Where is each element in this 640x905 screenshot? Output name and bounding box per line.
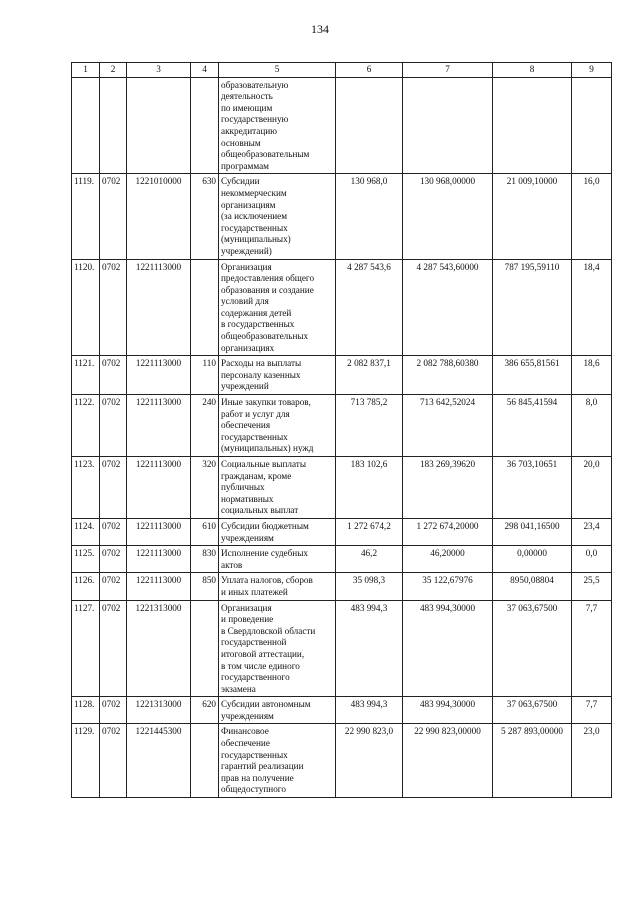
item-name-cell: Организация предоставления общего образования и создание условий для содержания детей в государственных общеобразовательных организациях — [219, 259, 336, 356]
target-article-cell: 1221113000 — [127, 259, 191, 356]
section-code-cell: 0702 — [100, 356, 127, 395]
adjusted-plan-cell: 483 994,30000 — [403, 697, 493, 724]
section-code-cell: 0702 — [100, 174, 127, 259]
item-name-cell: Субсидии некоммерческим организациям (за исключением государственных (муниципальных) учреждений) — [219, 174, 336, 259]
section-code-cell: 0702 — [100, 259, 127, 356]
adjusted-plan-cell: 4 287 543,60000 — [403, 259, 493, 356]
adjusted-plan-cell: 1 272 674,20000 — [403, 518, 493, 545]
table-row — [72, 457, 612, 519]
budget-table — [71, 62, 612, 798]
row-number-cell: 1125. — [72, 546, 100, 573]
column-header: 4 — [191, 63, 219, 78]
row-number-cell: 1123. — [72, 457, 100, 519]
column-header: 1 — [72, 63, 100, 78]
row-number-cell: 1129. — [72, 724, 100, 798]
plan-amount-cell: 483 994,3 — [336, 600, 403, 697]
target-article-cell: 1221113000 — [127, 356, 191, 395]
plan-amount-cell: 4 287 543,6 — [336, 259, 403, 356]
execution-percent-cell: 23,4 — [572, 518, 612, 545]
execution-percent-cell: 7,7 — [572, 697, 612, 724]
execution-percent-cell: 23,0 — [572, 724, 612, 798]
item-name-cell: образовательную деятельность по имеющим государственную аккредитацию основным общеобразовательным программам — [219, 77, 336, 174]
execution-percent-cell: 25,5 — [572, 573, 612, 600]
column-header: 8 — [493, 63, 572, 78]
adjusted-plan-cell: 22 990 823,00000 — [403, 724, 493, 798]
row-number-cell: 1119. — [72, 174, 100, 259]
executed-amount-cell — [493, 77, 572, 174]
table-row — [72, 77, 612, 174]
expense-type-cell: 110 — [191, 356, 219, 395]
section-code-cell: 0702 — [100, 457, 127, 519]
target-article-cell: 1221313000 — [127, 697, 191, 724]
target-article-cell: 1221113000 — [127, 395, 191, 457]
plan-amount-cell: 1 272 674,2 — [336, 518, 403, 545]
row-number-cell: 1126. — [72, 573, 100, 600]
executed-amount-cell: 0,00000 — [493, 546, 572, 573]
table-row — [72, 259, 612, 356]
row-number-cell: 1122. — [72, 395, 100, 457]
row-number-cell: 1121. — [72, 356, 100, 395]
executed-amount-cell: 37 063,67500 — [493, 697, 572, 724]
adjusted-plan-cell: 483 994,30000 — [403, 600, 493, 697]
section-code-cell: 0702 — [100, 518, 127, 545]
section-code-cell: 0702 — [100, 600, 127, 697]
expense-type-cell: 610 — [191, 518, 219, 545]
target-article-cell: 1221113000 — [127, 518, 191, 545]
execution-percent-cell: 8,0 — [572, 395, 612, 457]
column-header: 3 — [127, 63, 191, 78]
row-number-cell: 1127. — [72, 600, 100, 697]
target-article-cell: 1221010000 — [127, 174, 191, 259]
table-row — [72, 573, 612, 600]
section-code-cell — [100, 77, 127, 174]
item-name-cell: Субсидии бюджетным учреждениям — [219, 518, 336, 545]
adjusted-plan-cell: 713 642,52024 — [403, 395, 493, 457]
row-number-cell: 1124. — [72, 518, 100, 545]
expense-type-cell — [191, 259, 219, 356]
execution-percent-cell: 20,0 — [572, 457, 612, 519]
expense-type-cell — [191, 724, 219, 798]
plan-amount-cell: 22 990 823,0 — [336, 724, 403, 798]
executed-amount-cell: 37 063,67500 — [493, 600, 572, 697]
plan-amount-cell: 483 994,3 — [336, 697, 403, 724]
expense-type-cell: 850 — [191, 573, 219, 600]
target-article-cell: 1221445300 — [127, 724, 191, 798]
section-code-cell: 0702 — [100, 573, 127, 600]
target-article-cell — [127, 77, 191, 174]
execution-percent-cell: 16,0 — [572, 174, 612, 259]
item-name-cell: Финансовое обеспечение государственных гарантий реализации прав на получение общедоступного — [219, 724, 336, 798]
item-name-cell: Социальные выплаты гражданам, кроме публичных нормативных социальных выплат — [219, 457, 336, 519]
executed-amount-cell: 56 845,41594 — [493, 395, 572, 457]
expense-type-cell: 630 — [191, 174, 219, 259]
header-row — [72, 63, 612, 78]
plan-amount-cell: 130 968,0 — [336, 174, 403, 259]
expense-type-cell — [191, 77, 219, 174]
adjusted-plan-cell: 46,20000 — [403, 546, 493, 573]
target-article-cell: 1221113000 — [127, 546, 191, 573]
adjusted-plan-cell: 130 968,00000 — [403, 174, 493, 259]
item-name-cell: Расходы на выплаты персоналу казенных учреждений — [219, 356, 336, 395]
item-name-cell: Субсидии автономным учреждениям — [219, 697, 336, 724]
table-row — [72, 174, 612, 259]
row-number-cell: 1128. — [72, 697, 100, 724]
expense-type-cell: 830 — [191, 546, 219, 573]
execution-percent-cell: 18,6 — [572, 356, 612, 395]
column-header: 7 — [403, 63, 493, 78]
table-row — [72, 724, 612, 798]
expense-type-cell — [191, 600, 219, 697]
item-name-cell: Организация и проведение в Свердловской области государственной итоговой аттестации, в том числе единого государственного экзамена — [219, 600, 336, 697]
table-row — [72, 697, 612, 724]
executed-amount-cell: 787 195,59110 — [493, 259, 572, 356]
plan-amount-cell — [336, 77, 403, 174]
plan-amount-cell: 46,2 — [336, 546, 403, 573]
section-code-cell: 0702 — [100, 724, 127, 798]
executed-amount-cell: 298 041,16500 — [493, 518, 572, 545]
table-row — [72, 356, 612, 395]
item-name-cell: Исполнение судебных актов — [219, 546, 336, 573]
item-name-cell: Иные закупки товаров, работ и услуг для обеспечения государственных (муниципальных) нужд — [219, 395, 336, 457]
table-body — [72, 77, 612, 797]
target-article-cell: 1221113000 — [127, 573, 191, 600]
table-row — [72, 546, 612, 573]
executed-amount-cell: 21 009,10000 — [493, 174, 572, 259]
section-code-cell: 0702 — [100, 395, 127, 457]
adjusted-plan-cell: 35 122,67976 — [403, 573, 493, 600]
section-code-cell: 0702 — [100, 546, 127, 573]
table-row — [72, 395, 612, 457]
target-article-cell: 1221113000 — [127, 457, 191, 519]
execution-percent-cell: 7,7 — [572, 600, 612, 697]
expense-type-cell: 240 — [191, 395, 219, 457]
executed-amount-cell: 386 655,81561 — [493, 356, 572, 395]
adjusted-plan-cell — [403, 77, 493, 174]
expense-type-cell: 620 — [191, 697, 219, 724]
execution-percent-cell: 18,4 — [572, 259, 612, 356]
item-name-cell: Уплата налогов, сборов и иных платежей — [219, 573, 336, 600]
column-header: 5 — [219, 63, 336, 78]
section-code-cell: 0702 — [100, 697, 127, 724]
page-number: 134 — [311, 22, 329, 36]
execution-percent-cell: 0,0 — [572, 546, 612, 573]
column-header: 6 — [336, 63, 403, 78]
plan-amount-cell: 35 098,3 — [336, 573, 403, 600]
column-header: 9 — [572, 63, 612, 78]
target-article-cell: 1221313000 — [127, 600, 191, 697]
adjusted-plan-cell: 2 082 788,60380 — [403, 356, 493, 395]
expense-type-cell: 320 — [191, 457, 219, 519]
executed-amount-cell: 36 703,10651 — [493, 457, 572, 519]
executed-amount-cell: 8950,08804 — [493, 573, 572, 600]
adjusted-plan-cell: 183 269,39620 — [403, 457, 493, 519]
column-header: 2 — [100, 63, 127, 78]
execution-percent-cell — [572, 77, 612, 174]
table-row — [72, 518, 612, 545]
table-row — [72, 600, 612, 697]
plan-amount-cell: 713 785,2 — [336, 395, 403, 457]
plan-amount-cell: 2 082 837,1 — [336, 356, 403, 395]
row-number-cell — [72, 77, 100, 174]
executed-amount-cell: 5 287 893,00000 — [493, 724, 572, 798]
plan-amount-cell: 183 102,6 — [336, 457, 403, 519]
row-number-cell: 1120. — [72, 259, 100, 356]
